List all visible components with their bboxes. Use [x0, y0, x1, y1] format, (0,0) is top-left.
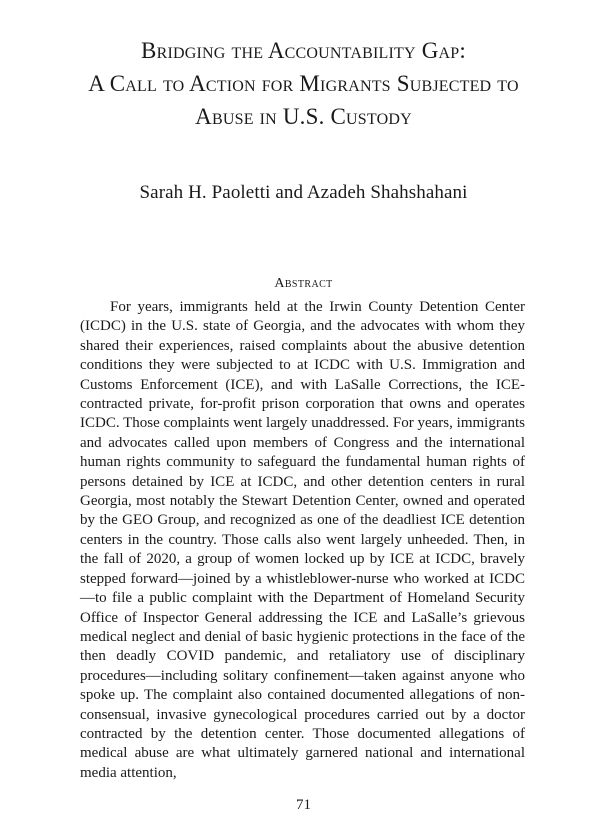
author-names: Sarah H. Paoletti and Azadeh Shahshahani: [139, 182, 468, 203]
article-title: [0, 34, 607, 133]
title-line-3: Abuse in U.S. Custody: [195, 104, 412, 129]
abstract-body: For years, immigrants held at the Irwin County Detention Center (ICDC) in the U.S. state of Georgia, and the advocates with whom they shared their experiences, raised complaints about the abusive detention conditions they were subjected to at ICDC with U.S. Immigration and Customs Enforcement (ICE), and with LaSalle Corrections, the ICE-contracted private, for-profit prison corporation that owns and operates ICDC. Those complaints went largely unaddressed. For years, immigrants and advocates called upon members of Congress and the international human rights community to safeguard the fundamental human rights of persons detained by ICE at ICDC, and other detention centers in rural Georgia, most notably the Stewart Detention Center, owned and operated by the GEO Group, and recognized as one of the deadliest ICE detention centers in the country. Those calls also went largely unheeded. Then, in the fall of 2020, a group of women locked up by ICE at ICDC, bravely stepped forward—joined by a whistleblower-nurse who worked at ICDC—to file a public complaint with the Department of Homeland Security Office of Inspector General addressing the ICE and LaSalle’s grievous medical neglect and denial of basic hygienic protections in the face of the then deadly COVID pandemic, and retaliatory use of disciplinary procedures—including solitary confinement—taken against anyone who spoke up. The complaint also contained documented allegations of non-consensual, invasive gynecological procedures carried out by a doctor contracted by the detention center. Those documented allegations of medical abuse are what ultimately garnered national and international media attention,: [80, 299, 525, 781]
page-number: 71: [296, 797, 311, 813]
abstract-heading: Abstract: [274, 276, 333, 291]
title-line-1: Bridging the Accountability Gap:: [141, 38, 466, 63]
title-line-2: A Call to Action for Migrants Subjected to: [88, 71, 519, 96]
